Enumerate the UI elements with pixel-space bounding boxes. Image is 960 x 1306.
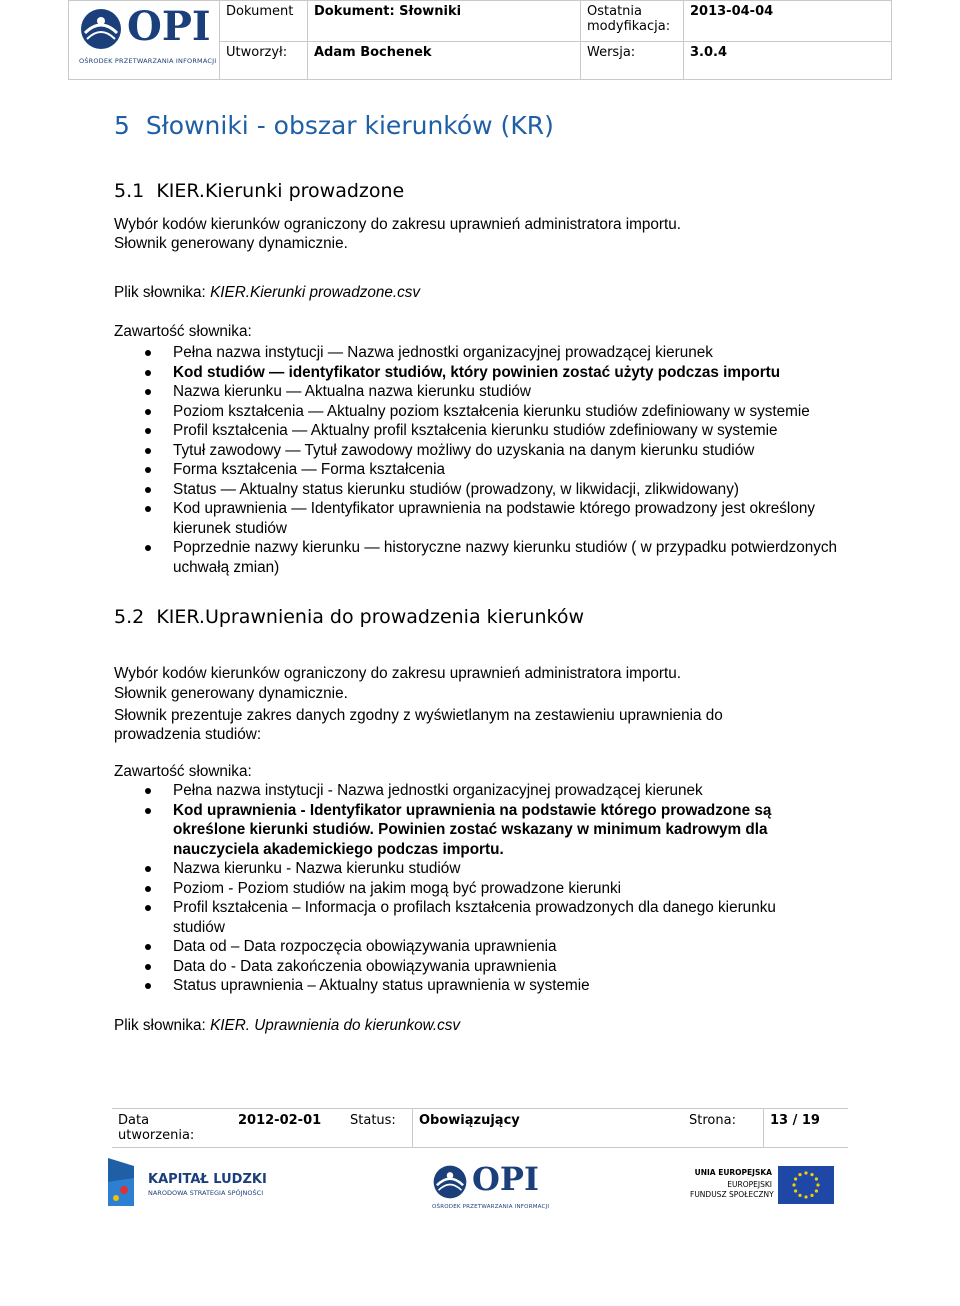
file-label: Plik słownika: — [114, 284, 206, 301]
paragraph: Słownik prezentuje zakres danych zgodny z wyświetlanym na zestawieniu uprawnienia do prowadzenia studiów: — [114, 707, 723, 743]
eu-logo — [690, 1166, 840, 1206]
eu-line2: EUROPEJSKI — [727, 1180, 772, 1189]
page-label: Strona: — [683, 1109, 764, 1148]
document-header — [68, 0, 892, 80]
subsection-heading-5-2 — [114, 606, 584, 628]
footer-opi-text: OPI — [472, 1160, 539, 1198]
content-label: Zawartość słownika: — [114, 763, 252, 780]
paragraph: Wybór kodów kierunków ograniczony do zakresu uprawnień administratora importu. — [114, 216, 681, 233]
header-logo-subtitle: OŚRODEK PRZETWARZANIA INFORMACJI — [79, 57, 217, 65]
modified-label: Ostatnia modyfikacja: — [581, 1, 684, 42]
dictionary-file-line — [114, 283, 420, 302]
list-item: Forma kształcenia — Forma kształcenia — [173, 460, 853, 480]
list-item: Pełna nazwa instytucji - Nazwa jednostki organizacyjnej prowadzącej kierunek — [173, 781, 823, 801]
footer-opi-subtitle: OŚRODEK PRZETWARZANIA INFORMACJI — [432, 1204, 550, 1210]
file-label: Plik słownika: — [114, 1017, 206, 1034]
list-item: Tytuł zawodowy — Tytuł zawodowy możliwy do uzyskania na danym kierunku studiów — [173, 441, 853, 461]
section-heading — [114, 111, 554, 140]
content-label: Zawartość słownika: — [114, 323, 252, 340]
file-name: KIER.Kierunki prowadzone.csv — [210, 284, 421, 301]
kapital-ludzki-icon — [104, 1156, 138, 1208]
paragraph: Słownik generowany dynamicznie. — [114, 685, 348, 702]
modified-value: 2013-04-04 — [684, 1, 892, 42]
opi-emblem-icon — [432, 1164, 468, 1200]
list-item: Profil kształcenia – Informacja o profilach kształcenia prowadzonych dla danego kierunku studiów — [173, 898, 823, 937]
version-value: 3.0.4 — [684, 41, 892, 80]
eu-line3: FUNDUSZ SPOŁECZNY — [690, 1190, 774, 1199]
author-value: Adam Bochenek — [308, 41, 581, 80]
list-item: Poziom kształcenia — Aktualny poziom kształcenia kierunku studiów zdefiniowany w systemie — [173, 402, 853, 422]
list-item: Data od – Data rozpoczęcia obowiązywania uprawnienia — [173, 937, 823, 957]
dictionary-fields-list-1 — [173, 343, 853, 577]
version-label: Wersja: — [581, 41, 684, 80]
author-label: Utworzył: — [220, 41, 308, 80]
section-title: Słowniki - obszar kierunków (KR) — [145, 111, 554, 140]
subsection-title: KIER.Uprawnienia do prowadzenia kierunków — [156, 606, 584, 628]
list-item: Poziom - Poziom studiów na jakim mogą być prowadzone kierunki — [173, 879, 823, 899]
list-item: Kod uprawnienia — Identyfikator uprawnienia na podstawie którego prowadzony jest określony kierunek studiów — [173, 499, 853, 538]
list-item: Kod uprawnienia - Identyfikator uprawnienia na podstawie którego prowadzone są określone kierunki studiów. Powinien zostać wskazany w minimum kadrowym dla nauczyciela akademickiego podczas importu. — [173, 801, 823, 860]
header-logo-cell — [69, 1, 220, 80]
file-name: KIER. Uprawnienia do kierunkow.csv — [210, 1017, 461, 1034]
header-logo-text: OPI — [127, 3, 211, 50]
kl-subtitle: NARODOWA STRATEGIA SPÓJNOŚCI — [148, 1189, 264, 1197]
list-item: Status uprawnienia – Aktualny status uprawnienia w systemie — [173, 976, 823, 996]
opi-emblem-icon — [79, 7, 123, 51]
section-number: 5 — [114, 111, 130, 140]
kl-title: KAPITAŁ LUDZKI — [148, 1172, 267, 1187]
subsection-title: KIER.Kierunki prowadzone — [156, 180, 405, 202]
document-value: Dokument: Słowniki — [308, 1, 581, 42]
paragraph: Wybór kodów kierunków ograniczony do zakresu uprawnień administratora importu. — [114, 665, 681, 682]
list-item: Nazwa kierunku — Aktualna nazwa kierunku studiów — [173, 382, 853, 402]
footer-opi-logo — [430, 1160, 550, 1216]
list-item: Profil kształcenia — Aktualny profil kształcenia kierunku studiów zdefiniowany w systemie — [173, 421, 853, 441]
document-footer — [112, 1108, 848, 1148]
list-item: Pełna nazwa instytucji — Nazwa jednostki organizacyjnej prowadzącej kierunek — [173, 343, 853, 363]
paragraph: Słownik generowany dynamicznie. — [114, 235, 348, 252]
list-item: Poprzednie nazwy kierunku — historyczne nazwy kierunku studiów ( w przypadku potwierdzonych uchwałą zmian) — [173, 538, 853, 577]
kapital-ludzki-logo — [104, 1156, 274, 1212]
status-value: Obowiązujący — [413, 1109, 684, 1148]
created-value: 2012-02-01 — [232, 1109, 344, 1148]
list-item: Status — Aktualny status kierunku studiów (prowadzony, w likwidacji, zlikwidowany) — [173, 480, 853, 500]
created-label: Data utworzenia: — [112, 1109, 232, 1148]
dictionary-fields-list-2 — [173, 781, 823, 996]
eu-flag-icon — [778, 1166, 834, 1204]
eu-line1: UNIA EUROPEJSKA — [694, 1168, 772, 1177]
status-label: Status: — [344, 1109, 413, 1148]
subsection-number: 5.2 — [114, 606, 145, 628]
page-value: 13 / 19 — [764, 1109, 849, 1148]
subsection-number: 5.1 — [114, 180, 145, 202]
list-item: Kod studiów — identyfikator studiów, który powinien zostać użyty podczas importu — [173, 363, 853, 383]
list-item: Data do - Data zakończenia obowiązywania uprawnienia — [173, 957, 823, 977]
list-item: Nazwa kierunku - Nazwa kierunku studiów — [173, 859, 823, 879]
dictionary-file-line — [114, 1016, 460, 1035]
subsection-heading-5-1 — [114, 180, 404, 202]
document-label: Dokument — [220, 1, 308, 42]
